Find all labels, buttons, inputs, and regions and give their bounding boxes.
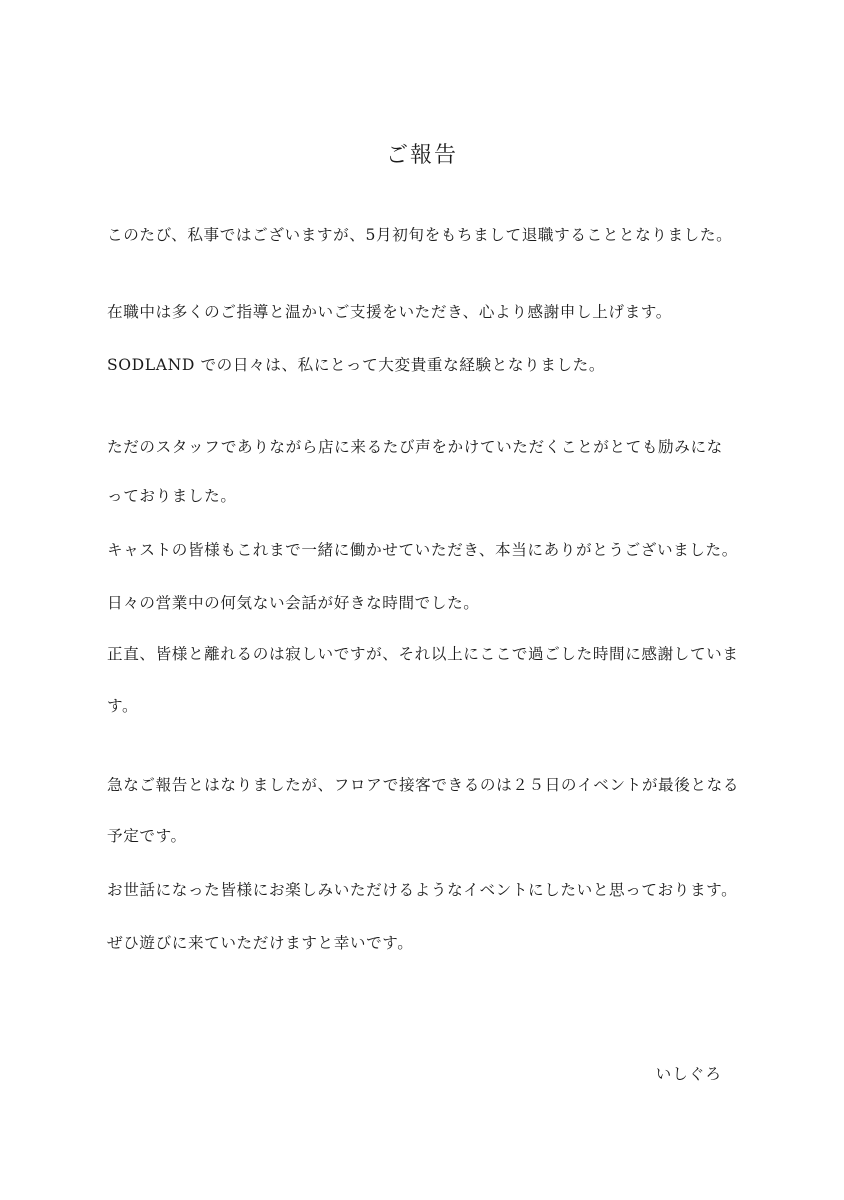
body-line: お世話になった皆様にお楽しみいただけるようなイベントにしたいと思っております。: [107, 881, 738, 899]
body-line: SODLAND での日々は、私にとって大変貴重な経験となりました。: [107, 356, 606, 374]
body-line: キャストの皆様もこれまで一緒に働かせていただき、本当にありがとうございました。: [107, 541, 738, 559]
body-line: 急なご報告とはなりましたが、フロアで接客できるのは２５日のイベントが最後となる: [107, 776, 740, 794]
body-line: 在職中は多くのご指導と温かいご支援をいただき、心より感謝申し上げます。: [107, 303, 672, 321]
body-line: ただのスタッフでありながら店に来るたび声をかけていただくことがとても励みにな: [107, 438, 723, 456]
body-line: 正直、皆様と離れるのは寂しいですが、それ以上にここで過ごした時間に感謝していま: [107, 645, 739, 663]
body-line: す。: [107, 697, 139, 715]
body-line: このたび、私事ではございますが、5月初旬をもちまして退職することとなりました。: [107, 226, 733, 244]
body-line: 日々の営業中の何気ない会話が好きな時間でした。: [107, 594, 480, 612]
document-title: ご報告: [385, 143, 458, 168]
body-line: 予定です。: [107, 827, 187, 845]
signature: いしぐろ: [655, 1065, 722, 1083]
body-line: ぜひ遊びに来ていただけますと幸いです。: [107, 934, 414, 952]
body-line: っておりました。: [107, 487, 237, 505]
